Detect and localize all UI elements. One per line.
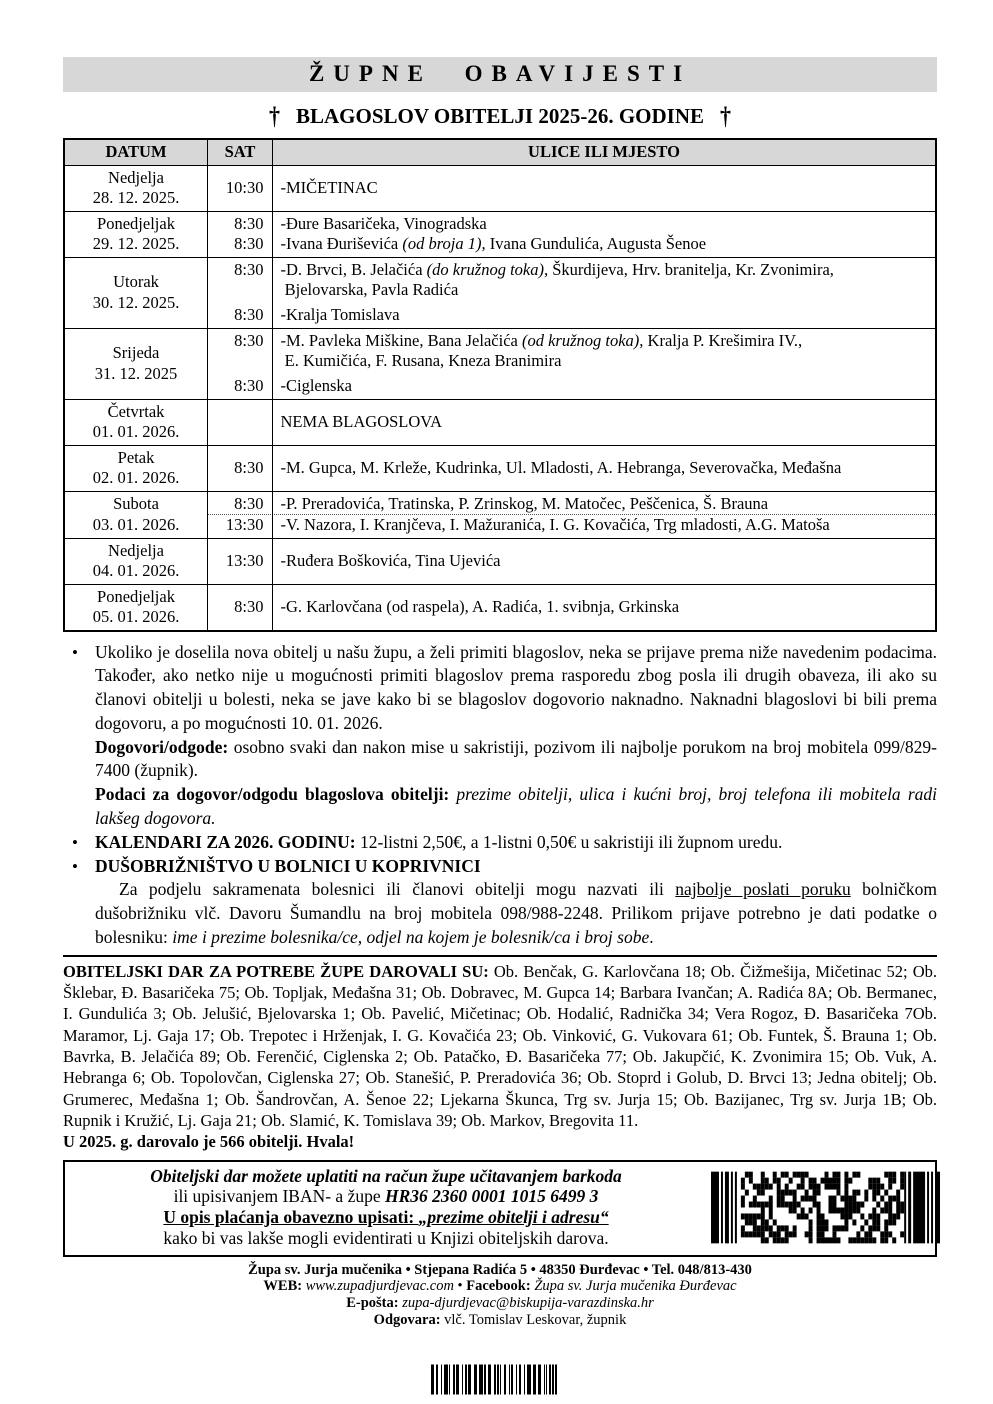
bullet-body xyxy=(95,641,937,831)
street-line xyxy=(281,214,932,235)
text-segment: Bjelovarska, Pavla Radića xyxy=(280,280,459,299)
table-row xyxy=(65,400,935,446)
schedule-entry xyxy=(208,412,935,433)
table-row xyxy=(65,258,935,329)
street-line xyxy=(281,494,932,515)
day-label: Ponedjeljak xyxy=(97,586,175,606)
bullet-body xyxy=(95,855,937,950)
entries-cell xyxy=(208,539,935,584)
paragraph xyxy=(95,855,937,879)
schedule-rows xyxy=(65,166,935,630)
table-row xyxy=(65,585,935,630)
streets-cell xyxy=(273,178,936,199)
schedule-entry xyxy=(208,551,935,572)
text-segment: (od broja 1), xyxy=(402,234,486,253)
table-header-ulice: ULICE ILI MJESTO xyxy=(528,142,680,161)
table-row xyxy=(65,212,935,258)
text-segment: -P. Preradovića, Tratinska, P. Zrinskog, M. Matočec, Peščenica, Š. Brauna xyxy=(280,493,769,513)
day-label: Nedjelja xyxy=(108,540,164,560)
text-segment: -G. Karlovčana (od raspela), A. Radića, 1. svibnja, Grkinska xyxy=(280,596,680,616)
streets-cell xyxy=(273,260,936,301)
schedule-entry xyxy=(208,305,935,326)
page-title-band xyxy=(63,57,937,92)
text-segment: -Kralja Tomislava xyxy=(280,305,400,324)
table-row xyxy=(65,539,935,585)
schedule-entry xyxy=(208,214,935,235)
day-label: Utorak xyxy=(113,272,159,291)
date-cell xyxy=(65,446,208,491)
text-segment: E-pošta: xyxy=(346,1294,403,1311)
date-cell xyxy=(65,539,208,584)
text-segment: -M. Pavleka Miškine, Bana Jelačića xyxy=(280,330,522,350)
date-cell xyxy=(65,585,208,630)
text-segment: Obiteljski dar možete uplatiti na račun župe učitavanjem barkoda xyxy=(150,1165,622,1186)
text-segment: -V. Nazora, I. Kranjčeva, I. Mažuranića, I. G. Kovačića, Trg mladosti, A.G. Matoša xyxy=(280,515,830,534)
date-cell xyxy=(65,400,208,445)
time-cell xyxy=(208,412,273,433)
schedule-entry xyxy=(208,376,935,397)
entries-cell xyxy=(208,258,935,328)
text-segment: -Ciglenska xyxy=(280,376,352,395)
streets-cell xyxy=(273,515,936,536)
text-segment: NEMA BLAGOSLOVA xyxy=(280,411,443,431)
bullet-body xyxy=(95,831,937,855)
schedule-entry xyxy=(208,494,935,515)
page-title: ŽUPNE OBAVIJESTI xyxy=(308,61,692,86)
text-segment: Ukoliko je doselila nova obitelj u našu župu, a želi primiti blagoslov, neka se prijave prema niže navedenim podacima. Također, ako netko nije u mogućnosti primiti blagoslov prema rasporedu zbog posla ili drugih obaveza, ili ako su članovi obitelji u bolesti, neka se jave kako bi se blagoslov dogovorio naknadno. Naknadni blagoslovi bi bili prema dogovoru, a po mogućnosti 10. 01. 2026. xyxy=(95,641,937,733)
day-label: Četvrtak xyxy=(107,401,165,421)
date-cell xyxy=(65,212,208,257)
paragraph xyxy=(95,831,937,855)
bottom-barcode xyxy=(431,1364,563,1400)
time-cell: 13:30 xyxy=(225,550,264,570)
entries-cell xyxy=(208,446,935,491)
table-row xyxy=(65,492,935,539)
time-cell: 10:30 xyxy=(225,177,264,197)
text-segment: najbolje poslati poruku xyxy=(675,879,851,900)
paragraph xyxy=(95,878,937,949)
text-segment: www.zupadjurdjevac.com xyxy=(305,1278,454,1295)
date-cell xyxy=(65,258,208,328)
bullet-icon: • xyxy=(72,832,78,852)
streets-cell xyxy=(273,214,936,235)
date-cell xyxy=(65,492,208,538)
street-line xyxy=(281,178,932,199)
section-title xyxy=(63,103,937,129)
text-segment: -M. Gupca, M. Krleže, Kudrinka, Ul. Mladosti, A. Hebranga, Severovačka, Međašna xyxy=(280,457,842,477)
text-segment: osobno svaki dan nakon mise u sakristiji, pozivom ili najbolje porukom na broj mobitela 099/829-7400 (župnik). xyxy=(95,736,937,781)
pdf417-barcode-image xyxy=(711,1171,944,1244)
street-line xyxy=(281,412,932,433)
street-line xyxy=(281,597,932,618)
street-line xyxy=(281,551,932,572)
streets-cell xyxy=(273,551,936,572)
bullet-item xyxy=(63,855,937,950)
payment-box xyxy=(63,1160,937,1257)
date-label: 31. 12. 2025 xyxy=(94,363,178,383)
time-cell: 8:30 xyxy=(234,376,264,395)
entries-cell xyxy=(208,166,935,211)
text-segment: (do kružnog toka), xyxy=(426,259,549,279)
time-cell: 8:30 xyxy=(234,596,264,616)
schedule-entry xyxy=(208,260,935,301)
time-cell: 8:30 xyxy=(234,493,264,513)
bullet-item xyxy=(63,641,937,831)
date-cell xyxy=(65,166,208,211)
paragraph xyxy=(95,736,937,784)
bottom-barcode-image xyxy=(431,1364,563,1395)
entries-cell xyxy=(208,212,935,257)
text-segment: OBITELJSKI DAR ZA POTREBE ŽUPE DAROVALI SU: xyxy=(63,961,494,981)
text-segment: E. Kumičića, F. Rusana, Kneza Branimira xyxy=(280,351,562,370)
text-segment: -Đure Basaričeka, Vinogradska xyxy=(280,213,487,233)
text-segment: -Ruđera Boškovića, Tina Ujevića xyxy=(280,550,501,570)
entries-cell xyxy=(208,492,935,538)
text-segment: -MIČETINAC xyxy=(280,177,378,197)
day-label: Petak xyxy=(117,447,155,467)
street-line xyxy=(281,280,932,301)
payment-text xyxy=(71,1166,701,1249)
donors-summary: U 2025. g. darovalo je 566 obitelji. Hvala! xyxy=(63,1132,355,1152)
street-line xyxy=(281,305,932,326)
street-line xyxy=(281,234,932,255)
streets-cell xyxy=(273,376,936,397)
day-label: Srijeda xyxy=(112,343,160,362)
text-segment: Ob. Benčak, G. Karlovčana 18; Ob. Čižmešija, Mičetinac 52; Ob. Šklebar, Đ. Basaričeka 75; Ob. Topljak, Međašna 31; Ob. Dobravec, M. Gupca 14; Barbara Ivančan; A. Radića 8A; Ob. Bermanec, I. Gundulića 3; Ob. Jelušić, Bjelovarska 1; Ob. Pavelić, Mičetinac; Ob. Hodalić, Radnička 34; Vera Rogoz, Đ. Basaričeka 7Ob. Maramor, Lj. Gaja 17; Ob. Trepotec i Hrženjak, I. G. Kovačića 23; Ob. Vinković, G. Vukovara 61; Ob. Funtek, Š. Brauna 1; Ob. Bavrka, B. Jelačića 89; Ob. Ferenčić, Ciglenska 2; Ob. Patačko, Đ. Basaričeka 77; Ob. Jakupčić, K. Zvonimira 15; Ob. Vuk, A. Hebranga 6; Ob. Topolovčan, Ciglenska 27; Ob. Stanešić, P. Preradovića 36; Ob. Stoprd i Golub, D. Brvci 13; Jedna obitelj; Ob. Grumerec, Međašna 1; Ob. Šandrovčan, A. Šenoe 22; Ljekarna Škunca, Trg sv. Jurja 15; Ob. Bazijanec, Trg sv. Jurja 1B; Ob. Rupnik i Kružić, Lj. Gaja 21; Ob. Slamić, K. Tomislava 39; Ob. Markov, Bregovita 11. xyxy=(63,961,937,1130)
date-label: 05. 01. 2026. xyxy=(92,607,180,626)
time-cell: 8:30 xyxy=(234,234,264,253)
streets-cell xyxy=(273,458,936,479)
footer xyxy=(63,1262,937,1328)
text-segment: Facebook: xyxy=(466,1278,535,1295)
text-segment: zupa-djurdjevac@biskupija-varazdinska.hr xyxy=(402,1294,654,1311)
text-segment: „prezime obitelji i adresu“ xyxy=(418,1207,609,1228)
bullet-list xyxy=(63,641,937,950)
newsletter-page xyxy=(63,57,937,1328)
schedule-entry xyxy=(208,458,935,479)
day-label: Subota xyxy=(113,494,159,513)
street-line xyxy=(281,515,932,536)
date-label: 28. 12. 2025. xyxy=(92,188,180,207)
text-segment: Župa sv. Jurja mučenika Đurđevac xyxy=(534,1278,737,1295)
cross-icon: † xyxy=(268,101,280,130)
street-line xyxy=(281,351,932,372)
table-row xyxy=(65,166,935,212)
text-segment: WEB: xyxy=(263,1278,306,1295)
footer-line-email xyxy=(63,1295,937,1312)
text-segment: Kralja P. Krešimira IV., xyxy=(643,330,803,350)
day-label: Ponedjeljak xyxy=(97,213,175,233)
table-header-row xyxy=(65,140,935,166)
schedule-entry xyxy=(208,514,935,536)
time-cell: 8:30 xyxy=(234,330,264,350)
text-segment: Za podjelu sakramenata bolesnici ili članovi obitelji mogu nazvati ili xyxy=(119,879,676,900)
text-segment: Podaci za dogovor/odgodu blagoslova obitelji: xyxy=(95,784,457,805)
schedule-entry xyxy=(208,597,935,618)
street-line xyxy=(281,260,932,281)
date-label: 30. 12. 2025. xyxy=(92,292,180,312)
text-segment: • xyxy=(453,1278,467,1295)
donors-paragraph xyxy=(63,961,937,1131)
footer-line-address xyxy=(63,1262,937,1279)
date-label: 01. 01. 2026. xyxy=(92,422,180,441)
donors-section xyxy=(63,955,937,1153)
date-cell xyxy=(65,329,208,399)
cross-icon: † xyxy=(720,101,732,130)
schedule-entry xyxy=(208,331,935,372)
text-segment: Škurdijeva, Hrv. branitelja, Kr. Zvonimira, xyxy=(548,259,834,279)
day-label: Nedjelja xyxy=(108,167,164,187)
payment-line-iban xyxy=(71,1186,701,1207)
paragraph xyxy=(95,641,937,736)
payment-line xyxy=(71,1207,701,1228)
text-segment: Ivana Gundulića, Augusta Šenoe xyxy=(485,234,707,253)
streets-cell xyxy=(273,494,936,515)
streets-cell xyxy=(273,331,936,372)
text-segment: -Ivana Đuriševića xyxy=(280,234,403,253)
text-segment: vlč. Tomislav Leskovar, župnik xyxy=(444,1311,627,1328)
street-line xyxy=(281,458,932,479)
bullet-item xyxy=(63,831,937,855)
footer-line-web xyxy=(63,1278,937,1295)
entries-cell xyxy=(208,400,935,445)
date-label: 02. 01. 2026. xyxy=(92,468,180,487)
time-cell: 8:30 xyxy=(234,457,264,477)
text-segment: Župa sv. Jurja mučenika • Stjepana Radića 5 • 48350 Đurđevac • Tel. 048/813-430 xyxy=(248,1261,752,1278)
section-title-text: BLAGOSLOV OBITELJI 2025-26. GODINE xyxy=(295,104,705,128)
time-cell: 8:30 xyxy=(234,259,264,279)
table-header-sat: SAT xyxy=(208,140,273,165)
date-label: 29. 12. 2025. xyxy=(92,234,180,253)
time-cell: 8:30 xyxy=(234,305,264,324)
schedule-entry xyxy=(208,178,935,199)
text-segment: ime i prezime bolesnika/ce, odjel na kojem je bolesnik/ca i broj sobe xyxy=(172,927,650,948)
table-row xyxy=(65,329,935,400)
date-label: 04. 01. 2026. xyxy=(92,561,180,580)
time-cell: 8:30 xyxy=(234,213,264,233)
date-label: 03. 01. 2026. xyxy=(92,514,180,534)
text-segment: U opis plaćanja obavezno upisati: xyxy=(163,1207,419,1228)
text-segment: Dogovori/odgode: xyxy=(95,736,234,757)
text-segment: HR36 2360 0001 1015 6499 3 xyxy=(385,1186,599,1207)
payment-line xyxy=(71,1228,701,1249)
streets-cell xyxy=(273,234,936,255)
time-cell: 13:30 xyxy=(225,515,264,534)
entries-cell xyxy=(208,329,935,399)
payment-line xyxy=(71,1166,701,1187)
paragraph xyxy=(95,783,937,831)
bullet-icon: • xyxy=(72,642,78,662)
text-segment: KALENDARI ZA 2026. GODINU: xyxy=(95,831,360,852)
text-segment: (od kružnog toka), xyxy=(521,330,644,350)
street-line xyxy=(281,376,932,397)
entries-cell xyxy=(208,585,935,630)
bullet-icon: • xyxy=(72,856,78,876)
schedule-entry xyxy=(208,234,935,255)
text-segment: prezime obitelji, ulica i kućni broj, broj telefona ili mobitela radi lakšeg dogovora. xyxy=(95,784,937,829)
text-segment: DUŠOBRIŽNIŠTVO U BOLNICI U KOPRIVNICI xyxy=(95,855,481,876)
table-header-datum: DATUM xyxy=(65,140,208,165)
text-segment: . xyxy=(649,927,654,948)
streets-cell xyxy=(273,597,936,618)
text-segment: bolničkom dušobrižniku vlč. Davoru Šumandlu na broj mobitela 098/988-2248. Prilikom prijave potrebno je dati podatke o bolesniku: xyxy=(95,879,937,948)
text-segment: -D. Brvci, B. Jelačića xyxy=(280,259,427,279)
pdf417-barcode xyxy=(701,1171,944,1244)
text-segment: 12-listni 2,50€, a 1-listni 0,50€ u sakristiji ili župnom uredu. xyxy=(359,831,783,852)
text-segment: Odgovara: xyxy=(373,1311,445,1328)
footer-line-responsible xyxy=(63,1312,937,1329)
street-line xyxy=(281,331,932,352)
table-row xyxy=(65,446,935,492)
text-segment: kako bi vas lakše mogli evidentirati u Knjizi obiteljskih darova. xyxy=(163,1227,609,1248)
streets-cell xyxy=(273,412,936,433)
text-segment: ili upisivanjem IBAN- a župe xyxy=(173,1186,385,1207)
blessing-schedule-table xyxy=(63,138,937,632)
streets-cell xyxy=(273,305,936,326)
